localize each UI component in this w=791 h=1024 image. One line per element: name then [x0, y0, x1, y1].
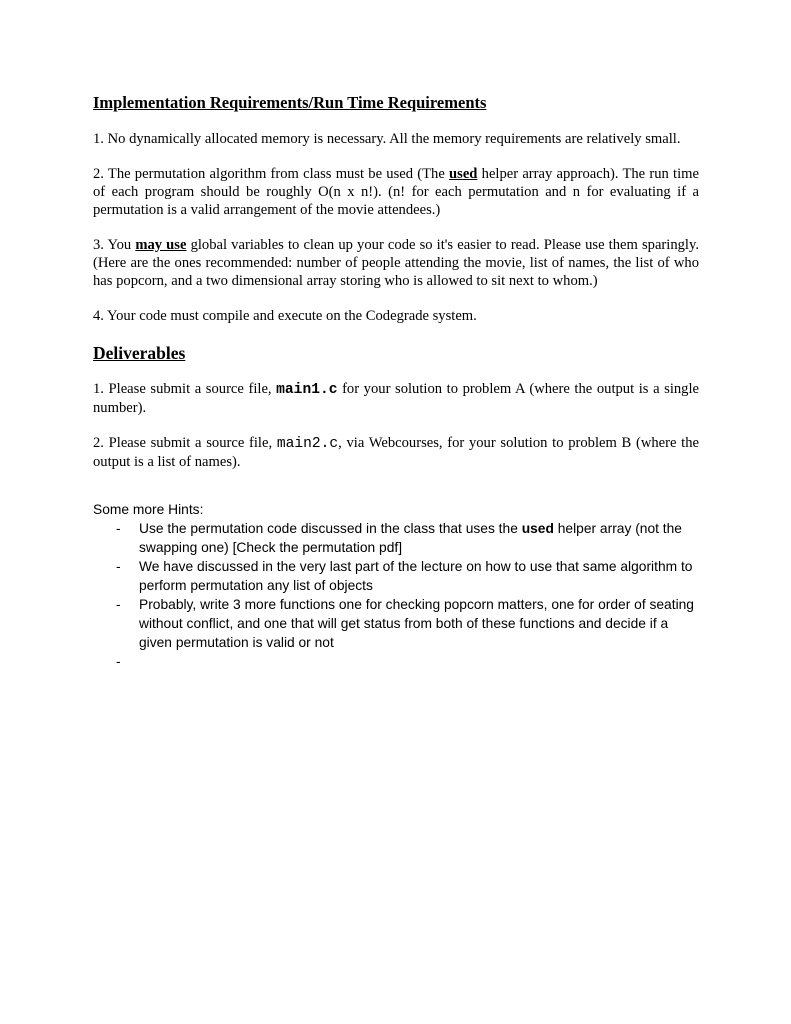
- requirement-2: 2. The permutation algorithm from class must be used (The used helper array approach). The run time of each program should be roughly O(n x n!). (n! for each permutation and n for evaluating if a permutation is a valid arrangement of the movie attendees.): [93, 166, 699, 218]
- deliverable-1: 1. Please submit a source file, main1.c for your solution to problem A (where the output is a single number).: [93, 381, 699, 416]
- requirements-list: [93, 130, 699, 325]
- used-emphasis: used: [449, 166, 478, 182]
- main1-filename: main1.c: [276, 382, 338, 398]
- document-page: [93, 92, 699, 671]
- bullet-dash: -: [116, 597, 121, 612]
- deliverable-2: 2. Please submit a source file, main2.c, via Webcourses, for your solution to problem B (where the output is a list of names).: [93, 435, 699, 470]
- hint-item: - Probably, write 3 more functions one for checking popcorn matters, one for order of seating without conflict, and one that will get status from both of these functions and decide if a given permutation is valid or not: [116, 597, 694, 650]
- may-use-emphasis: may use: [135, 237, 187, 253]
- bullet-dash: -: [116, 654, 121, 669]
- main2-filename: main2.c: [276, 436, 339, 452]
- requirement-4: 4. Your code must compile and execute on the Codegrade system.: [93, 308, 477, 324]
- hints-list: [93, 519, 699, 671]
- hint-item: - Use the permutation code discussed in the class that uses the used helper array (not the swapping one) [Check the permutation pdf]: [116, 521, 682, 555]
- hint-item: - We have discussed in the very last part of the lecture on how to use that same algorithm to perform permutation any list of objects: [116, 559, 693, 593]
- deliverables-heading: Deliverables: [93, 343, 186, 363]
- implementation-requirements-heading: Implementation Requirements/Run Time Requirements: [93, 93, 487, 112]
- bullet-dash: -: [116, 559, 121, 574]
- bullet-dash: -: [116, 521, 121, 536]
- deliverables-list: [93, 380, 699, 471]
- requirement-3: 3. You may use global variables to clean up your code so it's easier to read. Please use them sparingly. (Here are the ones recommended: number of people attending the movie, list of names, the list of who has popcorn, and a two dimensional array storing who is allowed to sit next to whom.): [93, 237, 699, 289]
- hints-title: Some more Hints:: [93, 502, 204, 517]
- hints-section: [93, 500, 699, 671]
- hint-item-empty: [93, 652, 699, 671]
- requirement-1: 1. No dynamically allocated memory is necessary. All the memory requirements are relatively small.: [93, 131, 681, 147]
- used-emphasis: used: [521, 521, 554, 536]
